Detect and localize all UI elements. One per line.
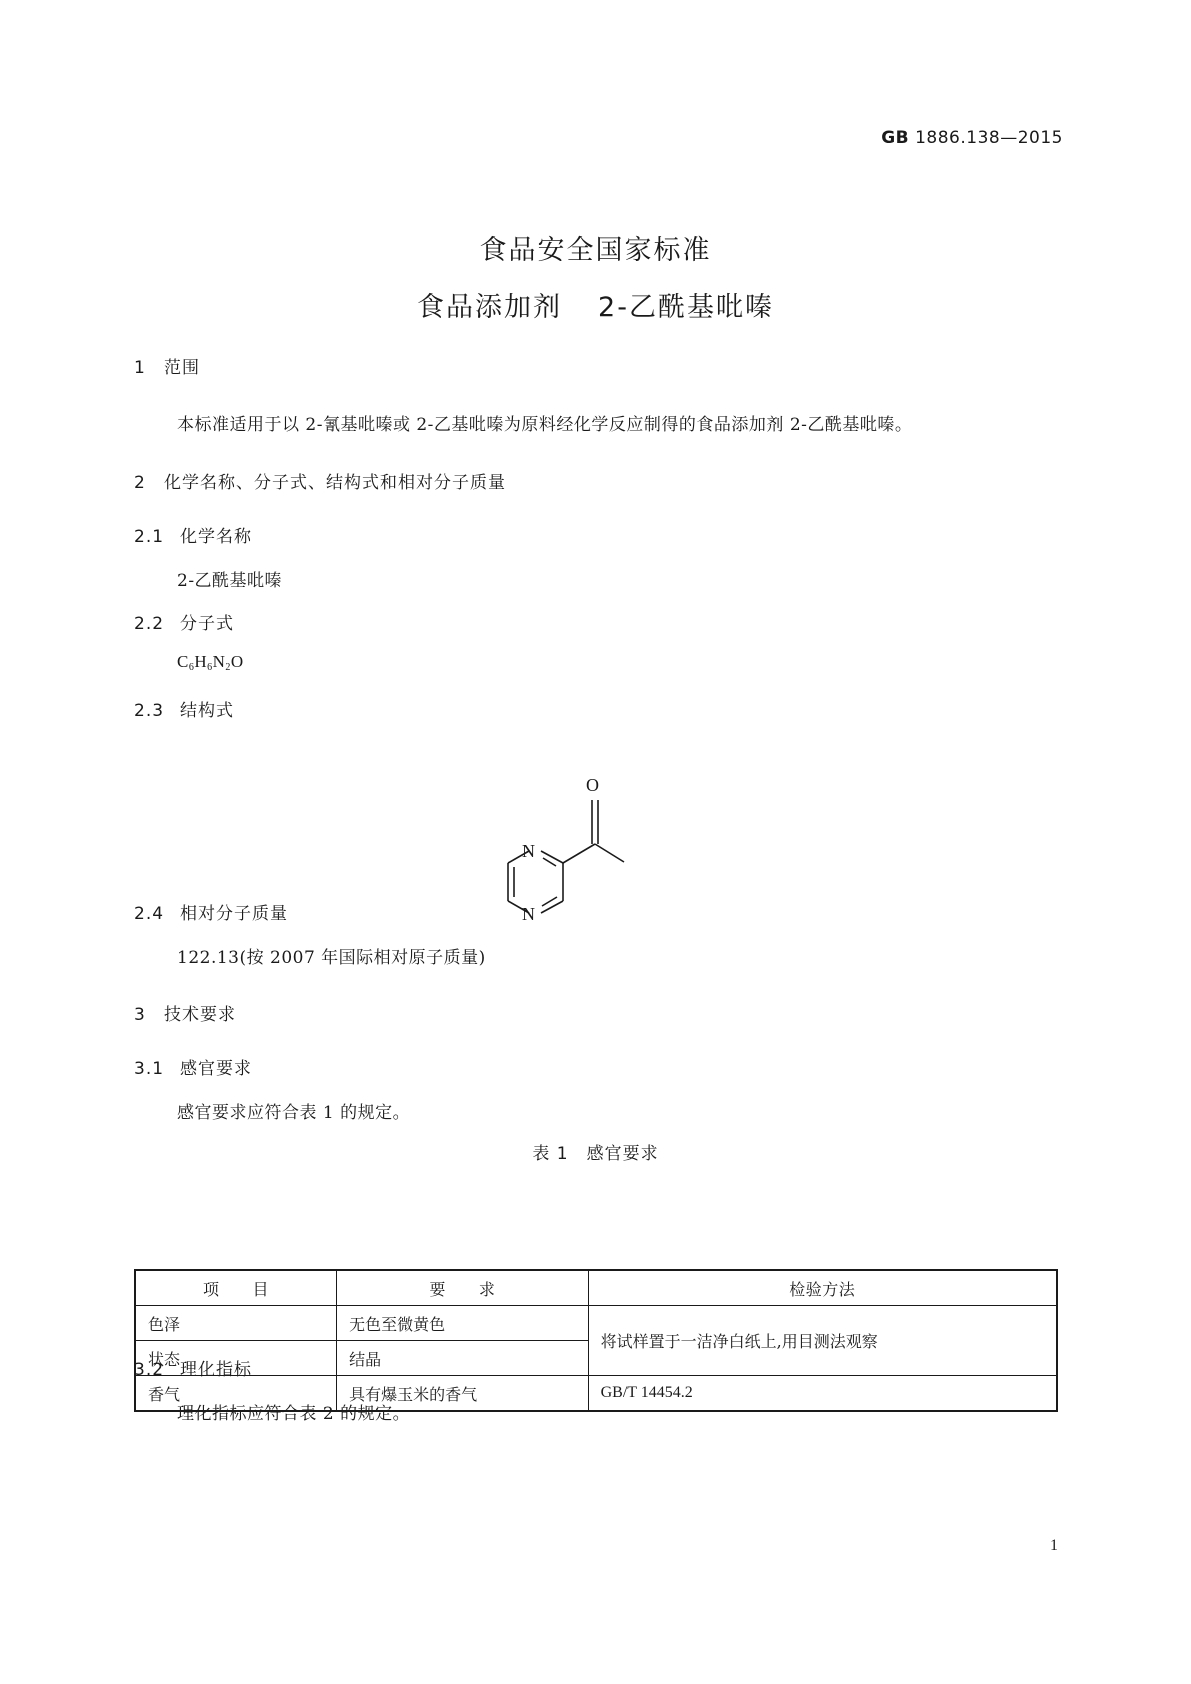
section-number: 2.1	[134, 527, 165, 547]
section-number: 3.2	[134, 1360, 165, 1380]
section-1-heading	[134, 353, 200, 378]
section-1-text: 本标准适用于以 2-氰基吡嗪或 2-乙基吡嗪为原料经化学反应制得的食品添加剂 2-乙酰基吡嗪。	[177, 415, 913, 435]
cell-item: 香气	[135, 1376, 337, 1412]
formula-subscript: 6	[188, 662, 195, 673]
formula-subscript: 6	[207, 662, 213, 673]
section-2-heading	[134, 468, 506, 493]
column-header-requirement: 要 求	[337, 1270, 588, 1306]
section-2-2-heading	[134, 609, 234, 634]
formula-element: C	[177, 652, 189, 671]
section-3-heading	[134, 1000, 236, 1025]
subtitle-substance: 2-乙酰基吡嗪	[598, 292, 774, 323]
standard-code: GB	[881, 128, 910, 148]
formula-element: N	[212, 652, 226, 671]
cell-item: 色泽	[135, 1306, 337, 1341]
section-number: 2	[134, 473, 146, 493]
atom-label-o: O	[586, 775, 599, 795]
section-number: 3.1	[134, 1059, 165, 1079]
table-caption	[0, 1139, 1191, 1164]
molecular-weight: 122.13(按 2007 年国际相对原子质量)	[177, 948, 486, 968]
section-title: 感官要求	[180, 1059, 252, 1079]
section-title: 范围	[164, 358, 200, 378]
section-3-2-text: 理化指标应符合表 2 的规定。	[177, 1404, 411, 1424]
formula-element: H	[194, 652, 208, 671]
cell-requirement: 结晶	[337, 1341, 588, 1376]
cell-item: 状态	[135, 1341, 337, 1376]
section-number: 2.2	[134, 614, 165, 634]
column-header-item: 项 目	[135, 1270, 337, 1306]
section-title: 化学名称、分子式、结构式和相对分子质量	[164, 473, 506, 493]
section-title: 理化指标	[180, 1360, 252, 1380]
formula-subscript: 2	[225, 662, 231, 673]
section-title: 化学名称	[180, 527, 252, 547]
table-header-row	[135, 1270, 1057, 1306]
standard-id: 1886.138—2015	[915, 128, 1063, 148]
section-3-2-heading	[134, 1355, 252, 1380]
page-number: 1	[1050, 1537, 1058, 1554]
section-3-1-text: 感官要求应符合表 1 的规定。	[177, 1103, 411, 1123]
subtitle-category: 食品添加剂	[417, 292, 563, 323]
section-title: 相对分子质量	[180, 904, 288, 924]
chemical-name: 2-乙酰基吡嗪	[177, 571, 283, 591]
section-number: 2.4	[134, 904, 165, 924]
column-header-method: 检验方法	[588, 1270, 1057, 1306]
document-subtitle	[0, 285, 1191, 324]
cell-requirement: 具有爆玉米的香气	[337, 1376, 588, 1412]
section-number: 3	[134, 1005, 146, 1025]
section-number: 2.3	[134, 701, 165, 721]
section-title: 结构式	[180, 701, 234, 721]
standard-number	[881, 128, 1063, 148]
section-2-3-heading	[134, 696, 234, 721]
section-3-1-heading	[134, 1054, 252, 1079]
cell-method: GB/T 14454.2	[588, 1376, 1057, 1412]
molecular-formula	[177, 652, 244, 673]
section-title: 技术要求	[164, 1005, 236, 1025]
section-title: 分子式	[180, 614, 234, 634]
atom-label-n: N	[522, 841, 535, 861]
formula-element: O	[230, 652, 244, 671]
section-number: 1	[134, 358, 146, 378]
section-2-4-heading	[134, 899, 288, 924]
cell-requirement: 无色至微黄色	[337, 1306, 588, 1341]
cell-method: 将试样置于一洁净白纸上,用目测法观察	[588, 1306, 1057, 1376]
atom-label-n: N	[522, 904, 535, 924]
table-row	[135, 1306, 1057, 1341]
table-label: 表 1	[532, 1144, 569, 1164]
document-title: 食品安全国家标准	[479, 235, 712, 266]
table-title: 感官要求	[586, 1144, 659, 1164]
section-2-1-heading	[134, 522, 252, 547]
sensory-requirements-table	[134, 1269, 1058, 1412]
